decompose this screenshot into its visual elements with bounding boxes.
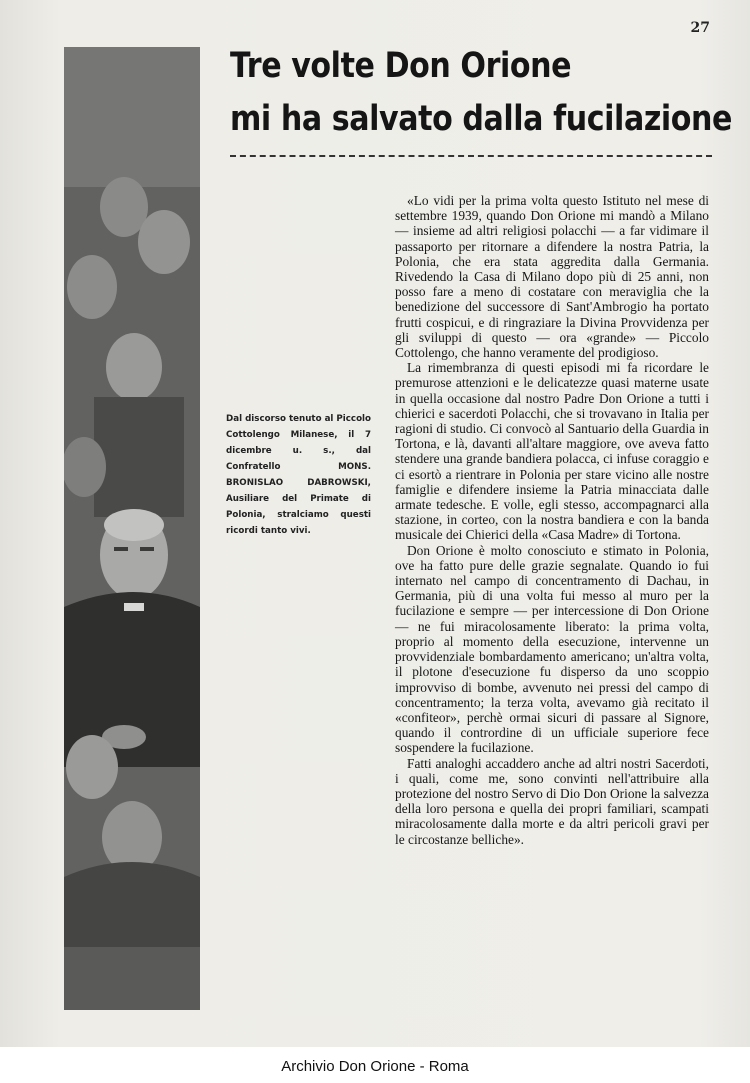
photo-priests-group <box>64 47 200 1010</box>
archive-footer <box>0 1047 750 1083</box>
article-paragraph: La rimembranza di questi episodi mi fa ricordare le premurose attenzioni e le delicatezze quasi materne usate in quella occasione dal nostro Padre Don Orione a tutti i chierici e sacerdoti Polacchi, che si trovavano in Italia per ragioni di studio. Ci convocò al Santuario della Guardia in Tortona, e là, davanti all'altare maggiore, ove aveva fatto stendere una grande bandiera polacca, ci infuse coraggio e ci esortò a rientrare in Polonia per stare vicino alle nostre famiglie e difendere insieme la Patria minacciata dalle armate tedesche. E volle, egli stesso, accompagnarci alla stazione, in corteo, con la nostra bandiera e con la banda musicale dei Chierici della «Casa Madre» di Tortona. <box>395 360 709 543</box>
archive-footer-text: Archivio Don Orione - Roma <box>281 1058 469 1075</box>
article-paragraph: Fatti analoghi accaddero anche ad altri nostri Sacerdoti, i quali, come me, sono convinti nell'attribuire alla protezione del nostro Servo di Dio Don Orione la salvezza della loro persona e quella dei propri familiari, scampati miracolosamente dalla morte e da altri pericoli gravi per le circostanze belliche». <box>395 755 709 847</box>
title-divider <box>230 155 712 157</box>
article-paragraph: Don Orione è molto conosciuto e stimato in Polonia, ove ha fatto pure delle grazie segnalate. Quando io fui internato nel campo di concentramento di Dachau, in Germania, più di una volta fui messo al muro per la fucilazione e sempre — per intercessione di Don Orione — ne fui miracolosamente liberato: la prima volta, proprio al momento della esecuzione, intervenne un provvidenziale bombardamento americano; un'altra volta, il plotone d'esecuzione fu disperso da uno scoppio improvviso di bombe, avvenuto nei pressi del campo di concentramento; la terza volta, avevamo già recitato il «confiteor», perchè ormai sicuri di passare al Signore, quando il contrordine di un ufficiale superiore fece sospendere la fucilazione. <box>395 542 709 756</box>
photo-caption: Dal discorso tenuto al Piccolo Cottolengo Milanese, il 7 dicembre u. s., dal Confratello MONS. BRONISLAO DABROWSKI, Ausiliare del Primate di Polonia, stralciamo questi ricordi tanto vivi. <box>226 414 371 536</box>
article-paragraph: «Lo vidi per la prima volta questo Istituto nel mese di settembre 1939, quando Don Orione mi mandò a Milano — insieme ad altri religiosi polacchi — a far vidimare il passaporto per ritornare a difendere la nostra Patria, la Polonia, che era stata aggredita dalla Germania. Rivedendo la Casa di Milano dopo più di 25 anni, non posso fare a meno di costatare con meraviglia che la benedizione del successore di Sant'Ambrogio ha portato frutti cospicui, e di ringraziare la Divina Provvidenza per gli sviluppi di questo — ora «grande» — Piccolo Cottolengo, che hanno veramente del prodigioso. <box>395 193 709 361</box>
title-line-1: Tre volte Don Orione <box>230 46 572 86</box>
article-title <box>230 40 733 146</box>
title-line-2: mi ha salvato dalla fucilazione <box>230 99 733 139</box>
photo-image <box>64 47 200 1010</box>
article-body <box>395 193 709 847</box>
page-number: 27 <box>690 20 710 36</box>
